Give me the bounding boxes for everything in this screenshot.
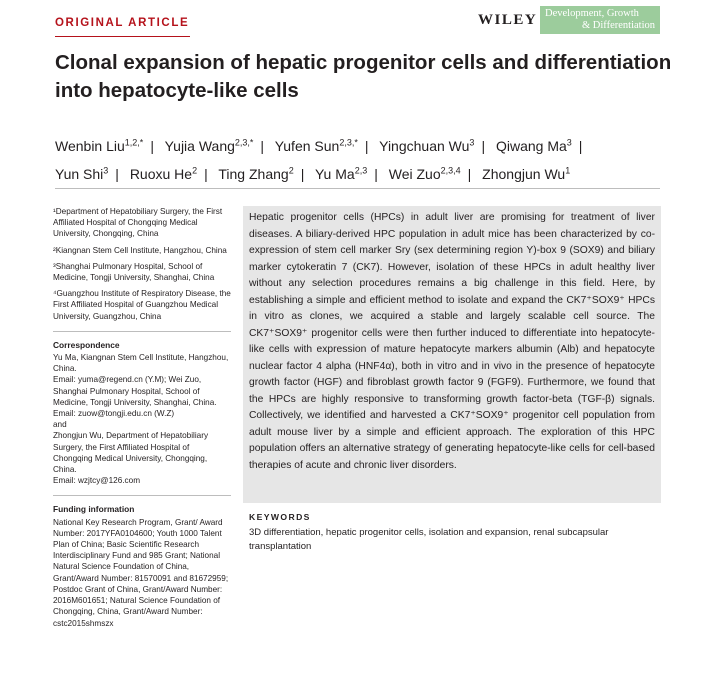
author-list — [55, 130, 695, 187]
affiliation: ³Shanghai Pulmonary Hospital, School of Medicine, Tongji University, Shanghai, China — [53, 261, 215, 283]
publisher-logo: WILEY — [478, 12, 538, 28]
affiliation: ⁴Guangzhou Institute of Respiratory Disease, the First Affiliated Hospital of Guangzhou Medical University, Guangzhou, China — [53, 289, 231, 321]
funding-heading: Funding information — [53, 504, 135, 515]
correspondence-text: and — [53, 420, 67, 430]
header-divider — [55, 188, 660, 189]
author-separator: | — [260, 137, 265, 154]
sidebar-divider — [53, 495, 231, 496]
correspondence-text: Zhongjun Wu, Department of Hepatobiliary Surgery, the First Affiliated Hospital of Chongqing Medical University, Chongqing, China. — [53, 431, 209, 475]
journal-name-line2: & Differentiation — [582, 20, 655, 31]
journal-logo — [540, 6, 660, 34]
affiliation: ¹Department of Hepatobiliary Surgery, the First Affiliated Hospital of Chongqing Medical University, Chongqing, China — [53, 207, 223, 239]
affiliations — [53, 206, 231, 322]
correspondence-email[interactable]: Email: wzjtcy@126.com — [53, 476, 141, 486]
funding — [53, 504, 231, 628]
author-separator: | — [150, 137, 154, 154]
abstract-box — [243, 206, 661, 503]
author[interactable]: Wei Zuo$^{2,3,4}$ — [388, 165, 461, 183]
author-separator: | — [481, 137, 486, 154]
author[interactable]: Yufen Sun$^{2,3,*}$ — [274, 137, 358, 154]
article-type-rule — [55, 36, 190, 37]
author[interactable]: Zhongjun Wu$^1$ — [482, 165, 571, 183]
author-separator: | — [204, 166, 208, 183]
author[interactable]: Qiwang Ma$^3$ — [495, 137, 572, 154]
author-separator: | — [467, 166, 472, 183]
funding-text: National Key Research Program, Grant/ Award Number: 2017YFA0104600; Youth 1000 Talent Plan of China; Basic Scientific Research Interdisciplinary Fund and 985 Grant; National Natural Science Foundation of China, Grant/Award Number: 81570091 and 81672959; Postdoc Grant of China, Grant/Award Number: 2016M601651; Natural Science Foundation of Chongqing, China, Grant/Award Number: cstc2015shmszx — [53, 517, 229, 628]
paper-title: Clonal expansion of hepatic progenitor cells and differentiation into hepatocyte-like cells — [55, 51, 672, 102]
correspondence-text: Email: yuma@regend.cn (Y.M); Wei Zuo, Shanghai Pulmonary Hospital, School of Medicine, Tongji University, Shanghai, China. — [53, 375, 217, 407]
correspondence-heading: Correspondence — [53, 339, 120, 350]
author[interactable]: Yingchuan Wu$^3$ — [379, 137, 475, 154]
author[interactable]: Yun Shi$^3$ — [55, 165, 109, 183]
abstract-text: Hepatic progenitor cells (HPCs) in adult liver are promising for treatment of liver diseases. A biliary-derived HPC population in adult mice has been characterized by co-expression of stem cell marker Sry (sex determining region Y)-box 9 (SOX9) and biliary marker cytokeratin 7 (CK7). However, isolation of these HPCs in adult healthy liver without any selection procedures remains a big challenge in this field. Here, by establishing a simple and efficient method to isolate and expand the CK7⁺SOX9⁺ HPCs in vitro as clones, we acquired a stable and largely scalable cell source. The CK7⁺SOX9⁺ progenitor cells were then further induced to differentiate into hepatocyte-like cells with expression of mature hepatocyte markers albumin (Alb) and hepatocyte nuclear factor 4 alpha (HNF4α), both in vitro and in vivo in the presence of hepatocyte growth factor (HGF) and fibroblast growth factor 9 (FGF9). Furthermore, we found that the HPCs are highly responsive to transforming growth factor-beta (TGF-β) signals. Collectively, we identified and harvested a CK7⁺SOX9⁺ progenitor cell population from adult mouse liver by a simple and efficient approach. The exploration of this HPC population offers an alternative strategy of generating hepatocyte-like cells for cell-based therapies of acute and chronic liver disorders. — [249, 212, 655, 471]
author-separator: | — [300, 166, 305, 183]
correspondence — [53, 340, 231, 487]
sidebar-divider — [53, 331, 231, 332]
correspondence-text: Yu Ma, Kiangnan Stem Cell Institute, Hangzhou, China. — [53, 353, 229, 374]
article-type-label: ORIGINAL ARTICLE — [55, 17, 190, 29]
author[interactable]: Yu Ma$^{2,3}$ — [314, 165, 368, 183]
author[interactable]: Wenbin Liu$^{1,2,*}$ — [55, 137, 144, 154]
author-separator: | — [364, 137, 369, 154]
author-separator: | — [374, 166, 378, 183]
header-bar — [0, 0, 715, 40]
author-separator: | — [115, 166, 119, 183]
keywords-text: 3D differentiation, hepatic progenitor cells, isolation and expansion, renal subcapsular transplantation — [249, 527, 609, 552]
journal-name-line1: Development, Growth — [545, 8, 639, 19]
author[interactable]: Yujia Wang$^{2,3,*}$ — [164, 137, 254, 154]
author[interactable]: Ting Zhang$^2$ — [218, 165, 294, 183]
affiliation: ²Kiangnan Stem Cell Institute, Hangzhou, China — [53, 245, 227, 255]
sidebar — [53, 206, 231, 638]
correspondence-email[interactable]: Email: zuow@tongji.edu.cn (W.Z) — [53, 409, 175, 419]
author[interactable]: Ruoxu He$^2$ — [129, 165, 198, 183]
author-separator: | — [578, 137, 583, 154]
keywords-heading: KEYWORDS — [249, 512, 311, 522]
